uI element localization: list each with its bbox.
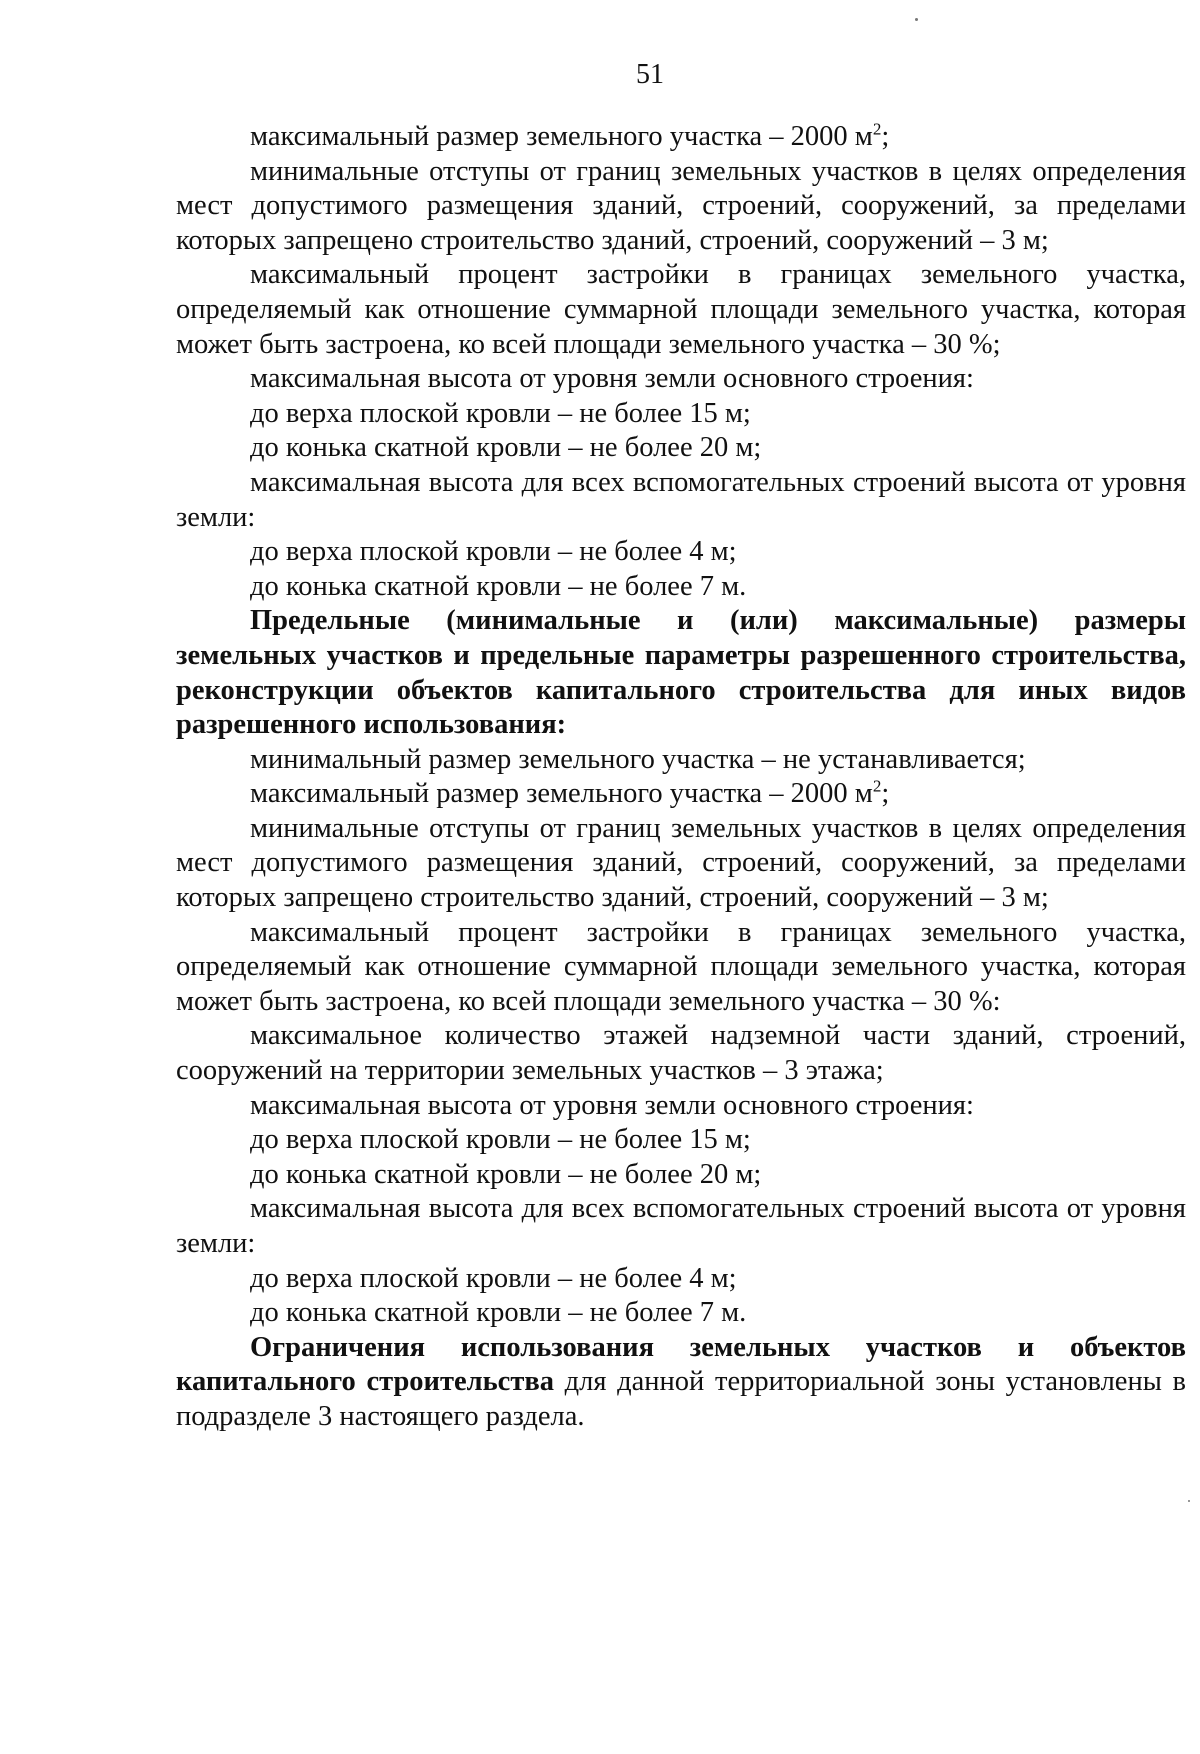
paragraph-tail: для данной территориальной зоны установлены в подразделе 3 настоящего раздела. bbox=[176, 1366, 1186, 1432]
body-paragraph bbox=[176, 1123, 1186, 1158]
body-paragraph bbox=[176, 1089, 1186, 1124]
paragraph-text: Предельные (минимальные и (или) максимальные) размеры земельных участков и предельные параметры разрешенного строительства, реконструкции объектов капитального строительства для иных видов разрешенного использования: bbox=[176, 605, 1186, 741]
page-number: 51 bbox=[636, 59, 664, 90]
body-paragraph bbox=[176, 431, 1186, 466]
body-paragraph bbox=[176, 812, 1186, 916]
paragraph-text: минимальный размер земельного участка – не устанавливается; bbox=[250, 743, 1026, 775]
paragraph-text: до верха плоской кровли – не более 15 м; bbox=[250, 397, 751, 429]
body-paragraph bbox=[176, 1019, 1186, 1088]
body-paragraph bbox=[176, 535, 1186, 570]
paragraph-text: максимальная высота от уровня земли основного строения: bbox=[250, 1089, 974, 1121]
paragraph-text: максимальная высота для всех вспомогательных строений высота от уровня земли: bbox=[176, 1193, 1186, 1259]
body-paragraph bbox=[176, 1296, 1186, 1331]
body-paragraph bbox=[176, 155, 1186, 259]
paragraph-tail: ; bbox=[881, 778, 890, 810]
paragraph-text: максимальная высота для всех вспомогательных строений высота от уровня земли: bbox=[176, 466, 1186, 533]
body-paragraph bbox=[176, 570, 1186, 605]
superscript: 2 bbox=[872, 776, 882, 796]
body-paragraph bbox=[176, 743, 1186, 778]
superscript: 2 bbox=[872, 119, 882, 139]
paragraph-text: максимальный процент застройки в границах земельного участка, определяемый как отношение суммарной площади земельного участка, которая может быть застроена, ко всей площади земельного участка – 30 %; bbox=[176, 259, 1186, 360]
paragraph-text: до конька скатной кровли – не более 20 м; bbox=[250, 1158, 762, 1190]
paragraph-text: минимальные отступы от границ земельных участков в целях определения мест допустимого размещения зданий, строений, сооружений, за пределами которых запрещено строительство зданий, строений, сооружений – 3 м; bbox=[176, 155, 1186, 256]
body-paragraph bbox=[176, 916, 1186, 1020]
scan-speck bbox=[915, 18, 918, 21]
paragraph-text: максимальное количество этажей надземной части зданий, строений, сооружений на территории земельных участков – 3 этажа; bbox=[176, 1020, 1186, 1087]
paragraph-text: Ограничения использования земельных участков и объектов капитального строительства bbox=[176, 1331, 1186, 1398]
body-paragraph bbox=[176, 258, 1186, 362]
paragraph-text: максимальный размер земельного участка – 2000 м bbox=[250, 778, 873, 810]
section-heading bbox=[176, 1331, 1186, 1435]
paragraph-text: до верха плоской кровли – не более 15 м; bbox=[250, 1124, 751, 1156]
body-paragraph bbox=[176, 362, 1186, 397]
paragraph-text: максимальный процент застройки в границах земельного участка, определяемый как отношение суммарной площади земельного участка, которая может быть застроена, ко всей площади земельного участка – 30 %: bbox=[176, 916, 1186, 1017]
paragraph-text: до конька скатной кровли – не более 7 м. bbox=[250, 570, 747, 602]
paragraph-text: максимальный размер земельного участка – 2000 м bbox=[250, 121, 873, 152]
paragraph-text: до конька скатной кровли – не более 20 м; bbox=[250, 432, 762, 464]
section-heading bbox=[176, 604, 1186, 742]
body-paragraph bbox=[176, 1158, 1186, 1193]
body-paragraph bbox=[176, 466, 1186, 535]
scan-speck bbox=[1188, 1500, 1190, 1502]
paragraph-text: до верха плоской кровли – не более 4 м; bbox=[250, 1262, 737, 1294]
paragraph-tail: ; bbox=[881, 121, 890, 152]
paragraph-text: минимальные отступы от границ земельных участков в целях определения мест допустимого размещения зданий, строений, сооружений, за пределами которых запрещено строительство зданий, строений, сооружений – 3 м; bbox=[176, 812, 1186, 914]
body-paragraph bbox=[176, 120, 1186, 155]
body-paragraph bbox=[176, 1192, 1186, 1261]
body-paragraph bbox=[176, 777, 1186, 812]
body-paragraph bbox=[176, 1262, 1186, 1297]
paragraph-text: максимальная высота от уровня земли основного строения: bbox=[250, 363, 974, 395]
body-paragraph bbox=[176, 397, 1186, 432]
paragraph-text: до верха плоской кровли – не более 4 м; bbox=[250, 536, 737, 568]
paragraph-text: до конька скатной кровли – не более 7 м. bbox=[250, 1297, 747, 1329]
document-body bbox=[176, 120, 1186, 1435]
